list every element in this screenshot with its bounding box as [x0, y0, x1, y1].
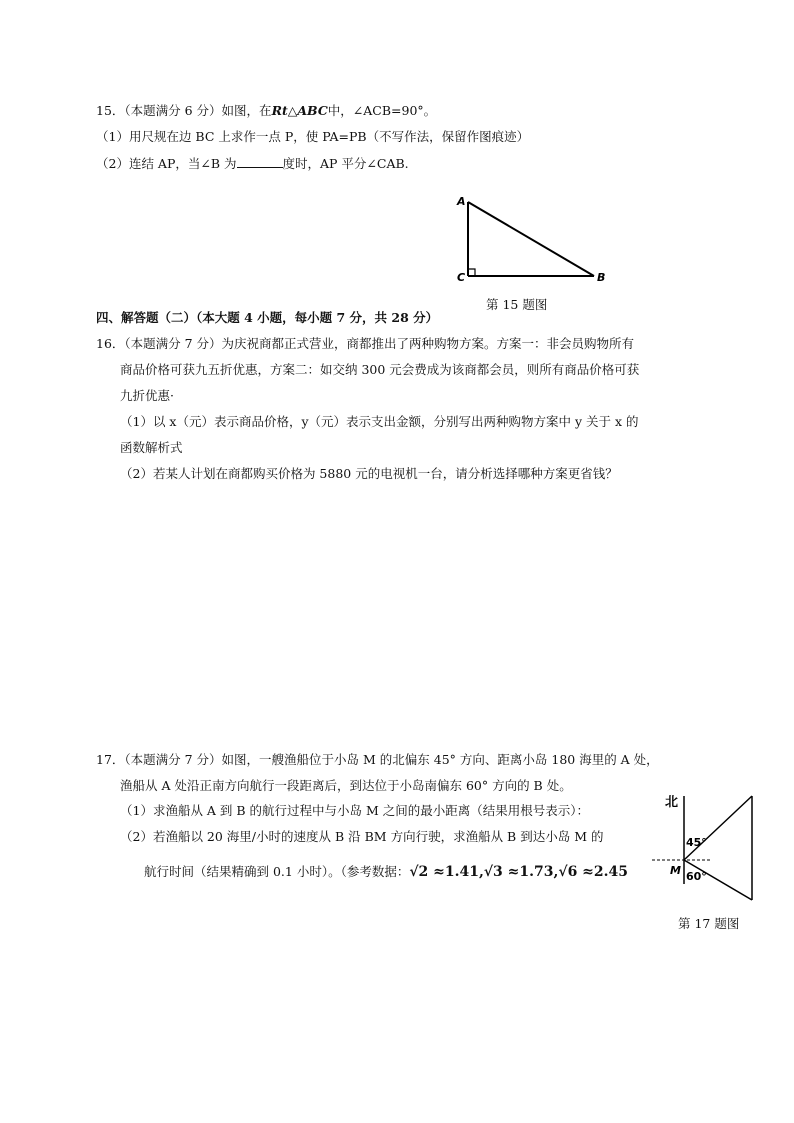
side-ab: [468, 202, 594, 276]
q16-part1: （1）以 x（元）表示商品价格，y（元）表示支出金额，分别写出两种购物方案中 y 关于 x 的: [120, 414, 639, 429]
q15-heading: 15．（本题满分 6 分）如图，在Rt△ABC中，∠ACB=90°。: [96, 103, 437, 118]
right-angle-mark: [468, 269, 475, 276]
q15-part2: （2）连结 AP，当∠B 为 度时，AP 平分∠CAB.: [96, 156, 409, 171]
figure-15-triangle: [448, 190, 618, 290]
q16-part2: （2）若某人计划在商都购买价格为 5880 元的电视机一台，请分析选择哪种方案更省钱？: [120, 466, 618, 481]
figure-17-diagram: [650, 788, 760, 908]
q16-line2: 商品价格可获九五折优惠，方案二：如交纳 300 元会费成为该商都会员，则所有商品价格可获: [120, 362, 640, 377]
q16-line1: 16．（本题满分 7 分）为庆祝商都正式营业，商都推出了两种购物方案。方案一：非会员购物所有: [96, 336, 635, 351]
q17-part2: （2）若渔船以 20 海里/小时的速度从 B 沿 BM 方向行驶，求渔船从 B 到达小岛 M 的: [120, 829, 604, 844]
section-4-heading: 四、解答题（二）（本大题 4 小题，每小题 7 分，共 28 分）: [96, 310, 439, 325]
line-ma: [684, 796, 752, 860]
vertex-c-label: C: [457, 271, 466, 284]
q16-line3: 九折优惠·: [120, 388, 174, 403]
answer-blank[interactable]: [237, 155, 283, 168]
vertex-b-label: B: [597, 271, 606, 284]
q15-part1: （1）用尺规在边 BC 上求作一点 P，使 PA=PB（不写作法，保留作图痕迹）: [96, 129, 530, 144]
q17-line2: 渔船从 A 处沿正南方向航行一段距离后，到达位于小岛南偏东 60° 方向的 B 处。: [120, 778, 572, 793]
angle-45-label: 45°: [686, 836, 707, 849]
point-m-label: M: [670, 864, 681, 877]
q17-line1: 17．（本题满分 7 分）如图，一艘渔船位于小岛 M 的北偏东 45° 方向、距离小岛 180 海里的 A 处，: [96, 752, 659, 767]
vertex-a-label: A: [457, 195, 466, 208]
reference-data: √2 ≈1.41,√3 ≈1.73,√6 ≈2.45: [409, 864, 629, 880]
q16-part1-cont: 函数解析式: [120, 440, 183, 455]
angle-60-label: 60°: [686, 870, 707, 883]
figure-17-caption: 第 17 题图: [678, 916, 740, 931]
north-label: 北: [665, 795, 679, 810]
figure-15-caption: 第 15 题图: [486, 297, 548, 312]
q17-part3: 航行时间（结果精确到 0.1 小时）。（参考数据：√2 ≈1.41,√3 ≈1.73,√6 ≈2.45: [144, 864, 629, 880]
q17-part1: （1）求渔船从 A 到 B 的航行过程中与小岛 M 之间的最小距离（结果用根号表示）：: [120, 803, 590, 818]
triangle-name: Rt△ABC: [271, 103, 328, 118]
